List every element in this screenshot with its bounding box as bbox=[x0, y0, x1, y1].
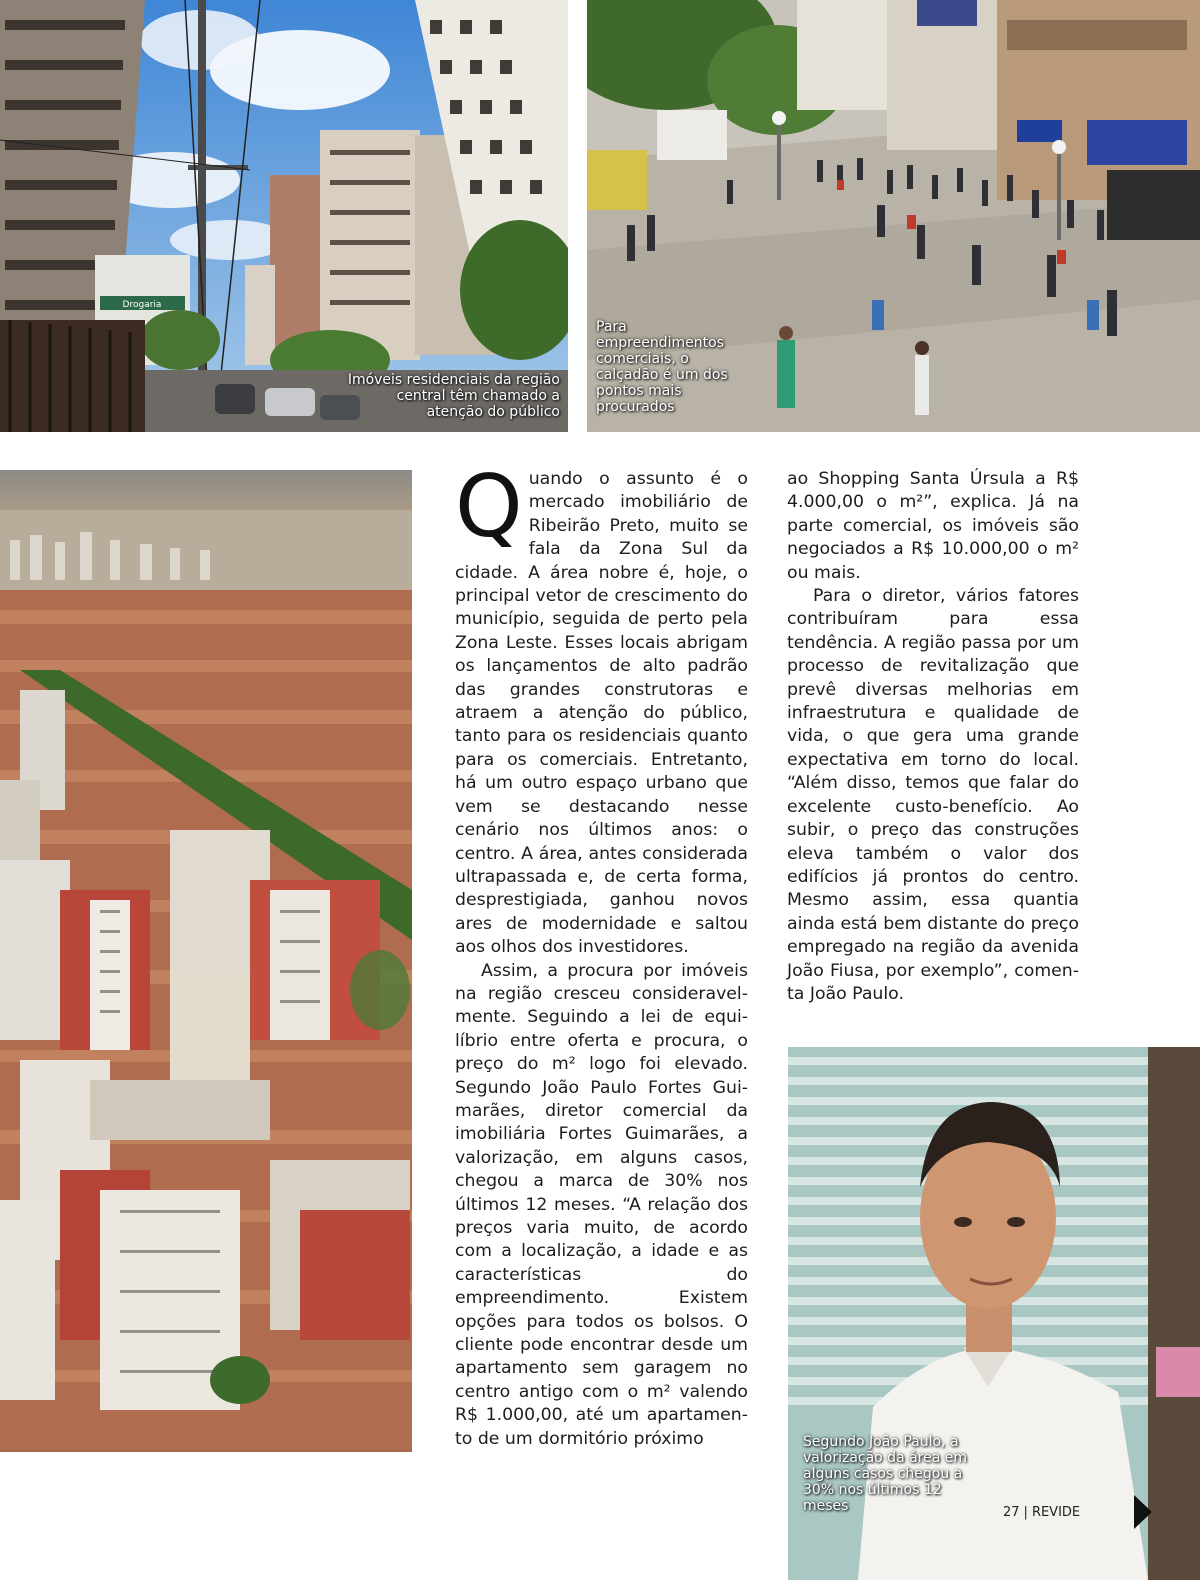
page-footer bbox=[1003, 1505, 1080, 1521]
next-page-arrow-icon[interactable] bbox=[1134, 1495, 1152, 1529]
article-column-1 bbox=[455, 457, 748, 1451]
article-paragraph-2: Assim, a procura por imóveis na região cresceu consideravelmente. Seguindo a lei de equilíbrio entre oferta e procura, o preço do m² logo foi elevado. Segundo João Paulo Fortes Guimarães, diretor comercial da imobiliária Fortes Guimarães, a valorização, em alguns casos, chegou a marca de 30% nos últimos 12 meses. “A relação dos preços varia muito, de acordo com a localização, a idade e as características do empreendimento. Existem opções para todos os bolsos. O cliente pode encontrar desde um apartamento sem garagem no centro antigo com o m² valendo R$ 1.000,00, até um apartamento de um dormitório próximo bbox=[455, 960, 748, 1449]
paragraph-1-text: uando o assunto é o mercado imobiliário de Ribeirão Preto, muito se fala da Zona Sul da cidade. A área nobre é, hoje, o principal vetor de crescimento do município, seguida de perto pela Zona Leste. Esses locais abrigam os lançamentos de alto padrão das grandes construtoras e atraem a atenção do público, tanto para os residenciais quanto para os comerciais. Entretanto, há um outro espaço urbano que vem se destacando nesse cenário nos últimos anos: o centro. A área, antes considerada ultrapassada e, de certa forma, desprestigiada, ganhou novos ares de modernidade e saltou aos olhos dos investidores. bbox=[455, 469, 748, 958]
page-number: 27 bbox=[1003, 1505, 1020, 1520]
photo-pedestrian-street bbox=[587, 0, 1200, 432]
article-paragraph-1 bbox=[455, 457, 748, 960]
footer-separator: | bbox=[1023, 1505, 1028, 1520]
caption-commercial: Para empreendimentos comerciais, o calçadão é um dos pontos mais procurados bbox=[596, 319, 728, 415]
drop-cap: Q bbox=[455, 457, 523, 557]
caption-residential: Imóveis residenciais da região central têm chamado a atenção do público bbox=[347, 372, 560, 420]
caption-portrait: Segundo João Paulo, a valorização da área em alguns casos chegou a 30% nos últimos 12 meses bbox=[803, 1434, 968, 1514]
article-paragraph-3: ao Shopping Santa Úrsula a R$ 4.000,00 o m²”, explica. Já na parte comercial, os imóveis são negociados a R$ 10.000,00 o m² ou mais. bbox=[787, 469, 1079, 583]
photo-residential-buildings bbox=[0, 0, 568, 432]
magazine-name: REVIDE bbox=[1031, 1505, 1081, 1520]
photo-aerial-city bbox=[0, 470, 412, 1452]
article-paragraph-4: Para o diretor, vários fatores contribuíram para essa tendência. A região passa por um processo de revitalização que prevê diversas melhorias em infraestrutura e qualidade de vida, o que gera uma grande expectativa em torno do local. “Além disso, temos que falar do excelente custo-benefício. Ao subir, o preço das construções eleva também o valor dos edifícios já prontos do centro. Mesmo assim, essa quantia ainda está bem distante do preço empregado na região da avenida João Fiusa, por exemplo”, comenta João Paulo. bbox=[787, 586, 1079, 1004]
article-column-2 bbox=[787, 468, 1079, 1006]
drugstore-sign: Drogaria bbox=[122, 300, 162, 310]
